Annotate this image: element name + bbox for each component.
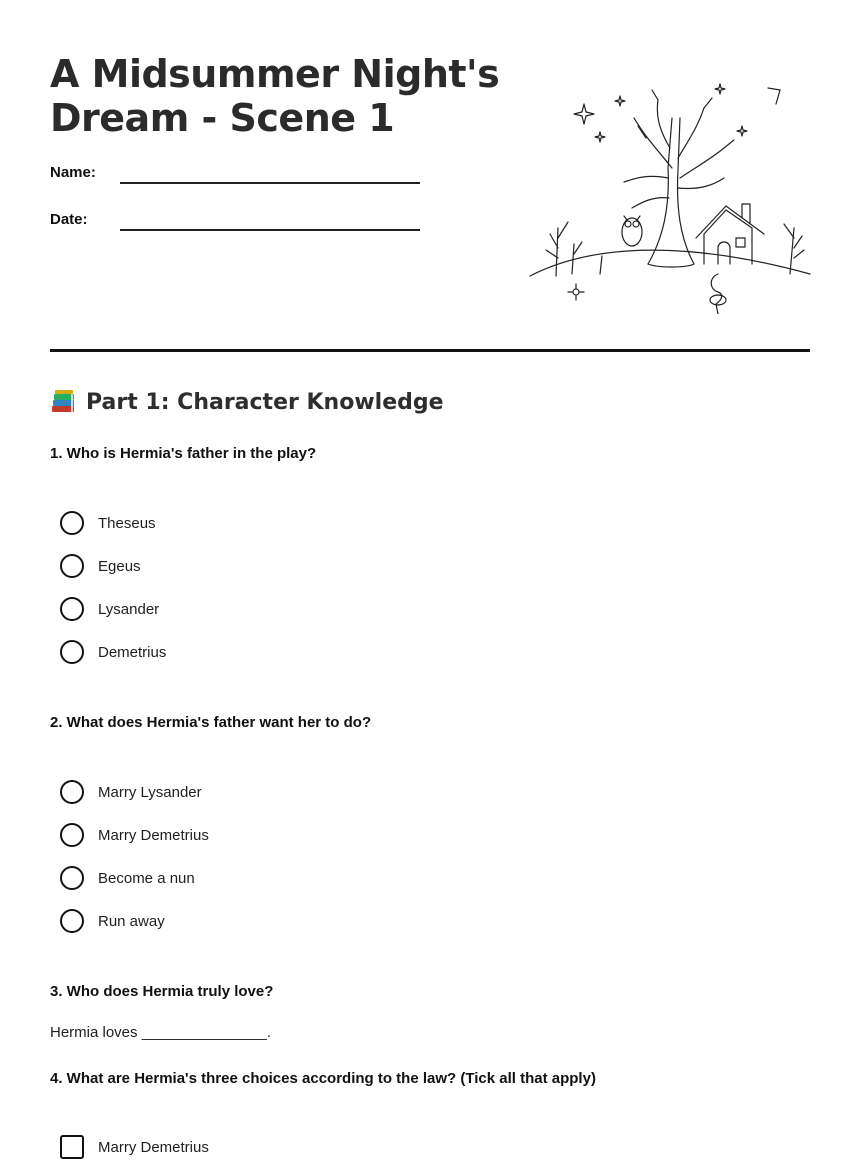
q1-option-label: Egeus xyxy=(98,557,141,575)
q2-option-label: Become a nun xyxy=(98,869,195,887)
section-heading: Part 1: Character Knowledge xyxy=(86,389,444,415)
date-input-line[interactable] xyxy=(120,229,420,231)
q2-option[interactable] xyxy=(60,779,202,805)
q4-option[interactable] xyxy=(60,1134,209,1160)
name-field xyxy=(50,164,430,194)
worksheet-header xyxy=(50,52,510,228)
q1-radio[interactable] xyxy=(60,511,84,535)
fairy-forest-illustration xyxy=(528,78,812,314)
worksheet-title: A Midsummer Night's Dream - Scene 1 xyxy=(50,52,500,140)
q1-option-label: Demetrius xyxy=(98,643,167,661)
q2-option[interactable] xyxy=(60,822,209,848)
name-label: Name: xyxy=(50,164,96,181)
q1-radio[interactable] xyxy=(60,640,84,664)
q2-option[interactable] xyxy=(60,865,195,891)
name-input-line[interactable] xyxy=(120,182,420,184)
q1-option[interactable] xyxy=(60,639,166,665)
question-2: 2. What does Hermia's father want her to do? xyxy=(50,714,372,731)
header-divider xyxy=(50,349,810,352)
q2-radio[interactable] xyxy=(60,866,84,890)
q2-radio[interactable] xyxy=(60,909,84,933)
q2-option-label: Run away xyxy=(98,912,165,930)
q1-radio[interactable] xyxy=(60,597,84,621)
q2-option-label: Marry Demetrius xyxy=(98,826,209,844)
q4-checkbox[interactable] xyxy=(60,1135,84,1159)
section-title-part1 xyxy=(50,388,444,416)
q2-option[interactable] xyxy=(60,908,165,934)
q1-radio[interactable] xyxy=(60,554,84,578)
q1-option-label: Theseus xyxy=(98,514,156,532)
date-label: Date: xyxy=(50,211,88,228)
q3-fill-in[interactable]: Hermia loves _______________. xyxy=(50,1024,271,1041)
question-4: 4. What are Hermia's three choices according to the law? (Tick all that apply) xyxy=(50,1070,596,1087)
books-icon xyxy=(50,388,78,416)
q4-option-label: Marry Demetrius xyxy=(98,1138,209,1156)
q2-radio[interactable] xyxy=(60,780,84,804)
q1-option-label: Lysander xyxy=(98,600,160,618)
question-1: 1. Who is Hermia's father in the play? xyxy=(50,445,317,462)
question-3: 3. Who does Hermia truly love? xyxy=(50,983,274,1000)
q2-radio[interactable] xyxy=(60,823,84,847)
q1-option[interactable] xyxy=(60,510,156,536)
q1-option[interactable] xyxy=(60,553,141,579)
q2-option-label: Marry Lysander xyxy=(98,783,202,801)
q1-option[interactable] xyxy=(60,596,159,622)
date-field xyxy=(50,211,430,241)
